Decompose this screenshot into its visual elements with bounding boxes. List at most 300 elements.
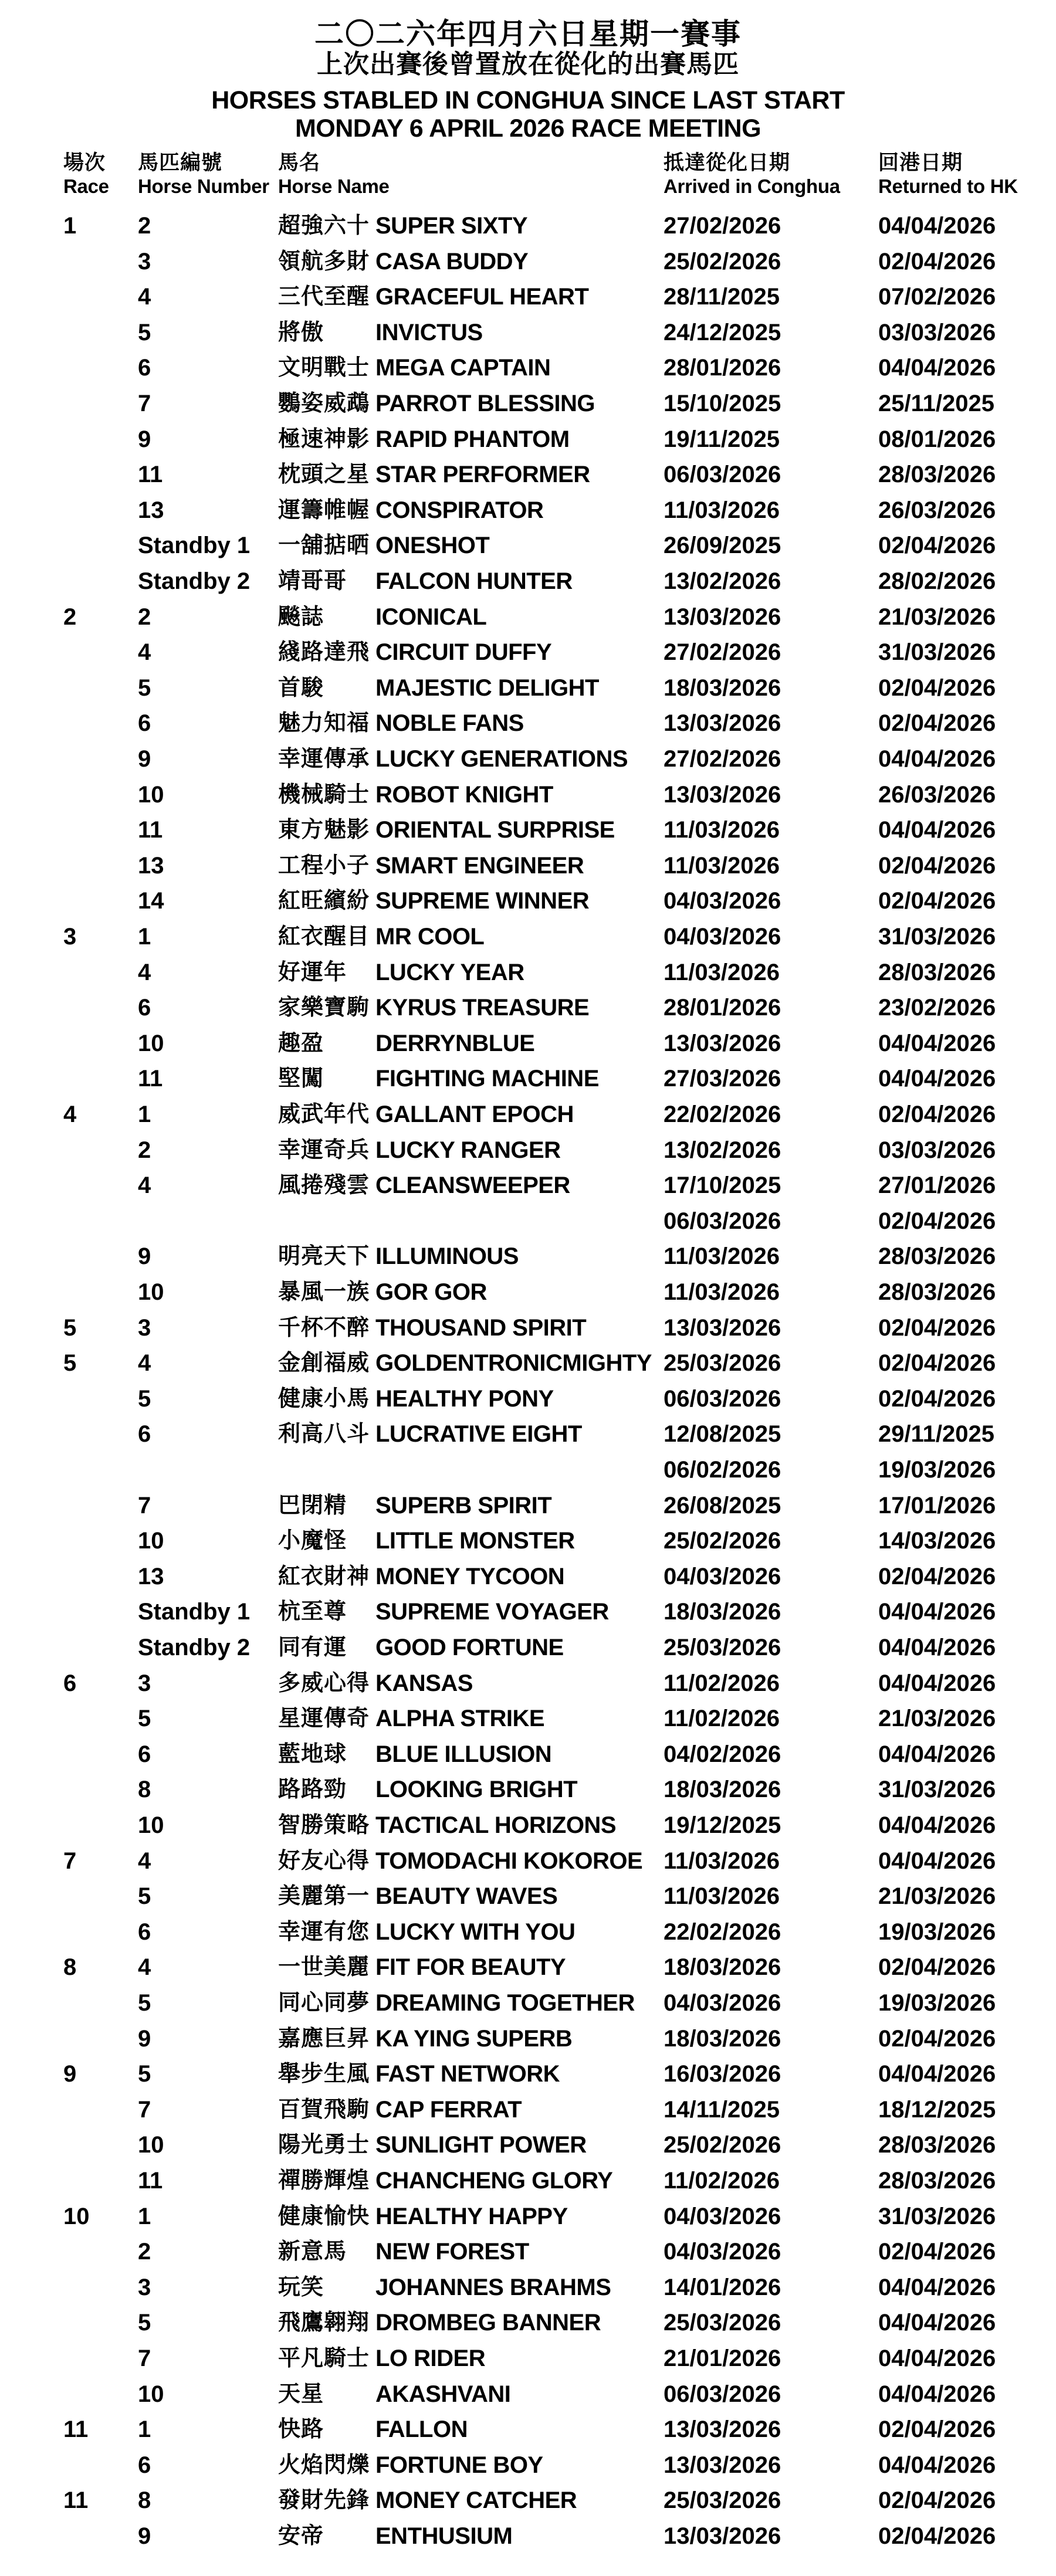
arrived-date-cell: 04/03/2026 [664,888,781,914]
arrived-date-cell: 25/03/2026 [664,2487,781,2514]
horse-number-cell: 3 [138,1314,151,1341]
horse-number-cell: 5 [138,674,151,701]
returned-date-cell: 04/04/2026 [878,2381,996,2407]
table-row [0,1594,1056,1630]
arrived-date-cell: 27/02/2026 [664,213,781,239]
arrived-date-cell: 11/02/2026 [664,1706,780,1732]
horse-name-chinese: 舉步生風 [278,2062,370,2087]
returned-date-cell: 28/02/2026 [878,568,996,594]
arrived-date-cell: 24/12/2025 [664,319,781,345]
horse-number-cell: 9 [138,2025,151,2052]
horse-name-chinese: 好友心得 [278,1848,370,1873]
table-row [0,635,1056,670]
arrived-date-cell: 04/02/2026 [664,1741,781,1767]
horse-name-english: NEW FOREST [375,2239,529,2265]
arrived-date-cell: 11/02/2026 [664,2168,780,2194]
horse-name-chinese: 幸運傳承 [278,747,370,771]
horse-name-chinese: 健康愉快 [278,2204,370,2229]
returned-date-cell: 04/04/2026 [878,2452,996,2478]
horse-name-english: SUNLIGHT POWER [375,2132,587,2158]
horse-number-cell: 7 [138,2096,151,2123]
horse-number-cell: 9 [138,746,151,772]
arrived-date-cell: 22/02/2026 [664,1919,781,1945]
arrived-date-cell: 25/03/2026 [664,1350,781,1377]
table-row [0,1808,1056,1843]
horse-number-cell: 11 [138,2168,163,2194]
table-row [0,564,1056,599]
horse-name-chinese: 暴風一族 [278,1280,370,1304]
returned-date-cell: 17/01/2026 [878,1492,996,1519]
horse-name-english: FAST NETWORK [375,2061,560,2087]
horse-name-chinese: 領航多財 [278,249,370,274]
horse-name-chinese: 極速神影 [278,426,370,452]
table-row [0,1416,1056,1452]
horse-number-cell: 2 [138,1137,151,1163]
returned-date-cell: 19/03/2026 [878,1990,996,2016]
horse-number-cell: 11 [138,462,163,488]
horse-name-english: CIRCUIT DUFFY [375,639,552,666]
horse-name-chinese: 星運傳奇 [278,1706,370,1731]
horse-name-english: FIT FOR BEAUTY [375,1954,566,1981]
horse-name-english: ENTHUSIUM [375,2523,513,2549]
table-row [0,1985,1056,2021]
horse-name-english: GOR GOR [375,1279,487,1305]
arrived-date-cell: 21/01/2026 [664,2345,781,2371]
horse-number-cell: 7 [138,1492,151,1519]
arrived-date-cell: 11/03/2026 [664,1848,780,1874]
table-row [0,1488,1056,1524]
returned-date-cell: 02/04/2026 [878,2523,996,2549]
returned-date-cell: 03/03/2026 [878,319,996,345]
horse-name-chinese: 紅衣財神 [278,1564,370,1589]
table-row [0,350,1056,386]
returned-date-cell: 28/03/2026 [878,1279,996,1305]
arrived-date-cell: 13/03/2026 [664,2452,781,2478]
horse-name-english: LITTLE MONSTER [375,1528,575,1554]
arrived-date-cell: 25/03/2026 [664,1635,781,1660]
race-number-cell: 11 [63,2487,89,2514]
column-header-returned-cn: 回港日期 [878,151,963,174]
table-row [0,955,1056,991]
returned-date-cell: 04/04/2026 [878,1670,996,1696]
returned-date-cell: 28/03/2026 [878,2168,996,2194]
horse-name-chinese: 新意馬 [278,2239,347,2265]
table-row [0,244,1056,280]
arrived-date-cell: 06/03/2026 [664,2381,781,2407]
horse-name-english: BEAUTY WAVES [375,1883,558,1910]
horse-name-chinese: 藍地球 [278,1741,347,1767]
returned-date-cell: 03/03/2026 [878,1137,996,1163]
horse-number-cell: Standby 2 [138,568,251,594]
returned-date-cell: 02/04/2026 [878,1385,996,1412]
table-row [0,1666,1056,1701]
table-row [0,493,1056,528]
arrived-date-cell: 13/03/2026 [664,2523,781,2549]
table-row [0,2448,1056,2483]
column-header-returned-en: Returned to HK [878,175,1018,197]
arrived-date-cell: 19/12/2025 [664,1812,781,1838]
arrived-date-cell: 19/11/2025 [664,426,780,452]
horse-name-chinese: 美麗第一 [278,1884,370,1909]
returned-date-cell: 02/04/2026 [878,1563,996,1589]
returned-date-cell: 04/04/2026 [878,2061,996,2087]
table-row [0,919,1056,955]
returned-date-cell: 21/03/2026 [878,1883,996,1910]
returned-date-cell: 23/02/2026 [878,995,996,1021]
table-row [0,315,1056,351]
horse-name-chinese: 風捲殘雲 [278,1173,370,1198]
table-row [0,2163,1056,2199]
column-header-horse-number-cn: 馬匹編號 [138,151,223,174]
arrived-date-cell: 06/03/2026 [664,1385,781,1412]
horse-name-chinese: 家樂寶駒 [278,995,370,1021]
horse-name-english: LUCKY RANGER [375,1137,561,1163]
race-number-cell: 4 [63,1101,77,1127]
returned-date-cell: 29/11/2025 [878,1421,994,1448]
arrived-date-cell: 18/03/2026 [664,1599,781,1625]
returned-date-cell: 02/04/2026 [878,710,996,737]
horse-name-english: LO RIDER [375,2345,486,2371]
horse-name-english: DROMBEG BANNER [375,2310,601,2336]
horse-number-cell: 9 [138,426,151,452]
returned-date-cell: 08/01/2026 [878,426,996,452]
race-number-cell: 9 [63,2061,77,2087]
table-row [0,1950,1056,1985]
table-row [0,777,1056,813]
table-row [0,1737,1056,1772]
horse-number-cell: 13 [138,852,164,879]
arrived-date-cell: 28/01/2026 [664,355,781,381]
table-row [0,2341,1056,2377]
column-header-horse-name-cn: 馬名 [278,151,321,174]
arrived-date-cell: 25/03/2026 [664,2310,781,2336]
horse-number-cell: 4 [138,1954,151,1981]
horse-number-cell: 11 [138,817,163,843]
horse-number-cell: 6 [138,2452,151,2478]
horse-name-english: FIGHTING MACHINE [375,1066,599,1092]
horse-name-chinese: 明亮天下 [278,1244,370,1269]
document-title-chinese-date: 二〇二六年四月六日星期一賽事 [314,18,742,50]
horse-name-english: LUCRATIVE EIGHT [375,1421,582,1448]
returned-date-cell: 31/03/2026 [878,2203,996,2229]
horse-name-english: ILLUMINOUS [375,1243,519,1270]
horse-name-chinese: 幸運有您 [278,1919,370,1944]
column-header-race-cn: 場次 [63,151,106,174]
table-row [0,1310,1056,1346]
horse-name-chinese: 鸚姿威鵡 [278,391,370,416]
horse-number-cell: Standby 1 [138,1599,251,1625]
arrived-date-cell: 11/03/2026 [664,497,780,523]
table-row [0,848,1056,884]
document-title-english: HORSES STABLED IN CONGHUA SINCE LAST START [211,86,845,114]
arrived-date-cell: 13/02/2026 [664,568,781,594]
race-number-cell: 11 [63,2416,89,2443]
arrived-date-cell: 13/03/2026 [664,781,781,808]
horse-name-chinese: 百賀飛駒 [278,2097,370,2122]
horse-number-cell: 4 [138,284,151,310]
horse-name-english: AKASHVANI [375,2381,511,2407]
arrived-date-cell: 27/02/2026 [664,639,781,666]
horse-name-chinese: 運籌帷幄 [278,497,370,523]
horse-number-cell: 1 [138,2416,151,2443]
horse-number-cell: 8 [138,2487,151,2514]
arrived-date-cell: 18/03/2026 [664,2025,781,2052]
horse-name-english: TACTICAL HORIZONS [375,1812,616,1838]
returned-date-cell: 28/03/2026 [878,959,996,985]
horse-name-english: FORTUNE BOY [375,2452,543,2478]
horse-name-english: FALCON HUNTER [375,568,573,594]
arrived-date-cell: 25/02/2026 [664,248,781,274]
horse-number-cell: 6 [138,710,151,737]
horse-name-english: TOMODACHI KOKOROE [375,1848,643,1874]
table-row [0,2305,1056,2341]
arrived-date-cell: 14/11/2025 [664,2096,780,2123]
arrived-date-cell: 04/03/2026 [664,2203,781,2229]
returned-date-cell: 28/03/2026 [878,2132,996,2158]
horse-name-english: FALLON [375,2416,468,2443]
horse-number-cell: 3 [138,248,151,274]
arrived-date-cell: 15/10/2025 [664,391,781,416]
arrived-date-cell: 18/03/2026 [664,1954,781,1981]
horse-number-cell: 13 [138,497,164,523]
returned-date-cell: 02/04/2026 [878,1954,996,1981]
horse-name-english: CONSPIRATOR [375,497,544,523]
horse-number-cell: Standby 1 [138,533,251,559]
column-header-horse-name-en: Horse Name [278,175,390,197]
horse-number-cell: 10 [138,2132,164,2158]
horse-number-cell: 5 [138,2310,151,2336]
horse-number-cell: 7 [138,391,151,416]
horse-number-cell: 2 [138,213,151,239]
table-row [0,2270,1056,2306]
returned-date-cell: 02/04/2026 [878,2416,996,2443]
horse-name-english: MR COOL [375,924,485,950]
arrived-date-cell: 27/03/2026 [664,1066,781,1092]
table-row [0,386,1056,422]
horse-name-english: ICONICAL [375,604,487,630]
arrived-date-cell: 11/03/2026 [664,817,780,843]
returned-date-cell: 31/03/2026 [878,924,996,950]
horse-number-cell: 1 [138,2203,151,2229]
horse-name-chinese: 堅闖 [278,1066,324,1092]
arrived-date-cell: 16/03/2026 [664,2061,781,2087]
arrived-date-cell: 18/03/2026 [664,674,781,701]
table-row [0,883,1056,919]
arrived-date-cell: 25/02/2026 [664,2132,781,2158]
horse-number-cell: 4 [138,1848,151,1874]
returned-date-cell: 04/04/2026 [878,1635,996,1660]
horse-name-chinese: 威武年代 [278,1102,370,1127]
horse-number-cell: 11 [138,1066,163,1092]
horse-name-english: ORIENTAL SURPRISE [375,817,615,843]
arrived-date-cell: 11/03/2026 [664,1279,780,1305]
table-row [0,1701,1056,1737]
returned-date-cell: 04/04/2026 [878,1599,996,1625]
returned-date-cell: 04/04/2026 [878,1066,996,1092]
arrived-date-cell: 04/03/2026 [664,2239,781,2265]
horse-name-chinese: 天星 [278,2381,324,2406]
returned-date-cell: 07/02/2026 [878,284,996,310]
arrived-date-cell: 11/03/2026 [664,852,780,879]
table-row [0,457,1056,493]
race-number-cell: 2 [63,604,77,630]
table-row [0,1772,1056,1808]
table-row [0,208,1056,244]
table-row [0,1239,1056,1275]
arrived-date-cell: 06/03/2026 [664,1208,781,1234]
horse-name-english: PARROT BLESSING [375,391,595,416]
horse-number-cell: 13 [138,1563,164,1589]
horse-name-english: KA YING SUPERB [375,2025,573,2052]
horse-name-chinese: 靖哥哥 [278,569,347,594]
horse-name-chinese: 一舖掂晒 [278,533,370,558]
returned-date-cell: 02/04/2026 [878,888,996,914]
horse-name-chinese: 工程小子 [278,853,370,878]
horse-name-chinese: 超強六十 [278,213,370,238]
race-number-cell: 5 [63,1314,77,1341]
horse-name-chinese: 快路 [278,2417,324,2442]
horse-name-chinese: 健康小馬 [278,1386,370,1411]
race-number-cell: 8 [63,1954,77,1981]
table-row [0,2092,1056,2128]
arrived-date-cell: 18/03/2026 [664,1777,781,1803]
horse-name-chinese: 同心同夢 [278,1991,370,2015]
race-number-cell: 10 [63,2203,90,2229]
table-row [0,670,1056,706]
horse-name-chinese: 多威心得 [278,1670,370,1696]
returned-date-cell: 19/03/2026 [878,1457,996,1483]
arrived-date-cell: 27/02/2026 [664,746,781,772]
returned-date-cell: 18/12/2025 [878,2096,996,2123]
horse-number-cell: 5 [138,1706,151,1732]
table-row [0,990,1056,1026]
horse-name-chinese: 文明戰士 [278,355,370,381]
arrived-date-cell: 14/01/2026 [664,2274,781,2300]
column-header-horse-number-en: Horse Number [138,175,269,197]
returned-date-cell: 26/03/2026 [878,497,996,523]
table-row [0,1204,1056,1239]
horse-name-english: SUPERB SPIRIT [375,1492,552,1519]
table-row [0,1630,1056,1666]
horse-name-english: GRACEFUL HEART [375,284,589,310]
arrived-date-cell: 04/03/2026 [664,1990,781,2016]
horse-name-english: THOUSAND SPIRIT [375,1314,587,1341]
horse-number-cell: 10 [138,2381,164,2407]
horse-name-english: ONESHOT [375,533,490,559]
horse-name-english: SUPREME WINNER [375,888,590,914]
arrived-date-cell: 06/03/2026 [664,462,781,488]
returned-date-cell: 26/03/2026 [878,781,996,808]
race-number-cell: 6 [63,1670,77,1696]
horse-number-cell: 1 [138,924,151,950]
arrived-date-cell: 22/02/2026 [664,1101,781,1127]
column-header-race-en: Race [63,175,109,197]
table-row [0,1133,1056,1168]
table-row [0,1275,1056,1310]
horse-number-cell: 7 [138,2345,151,2371]
returned-date-cell: 31/03/2026 [878,1777,996,1803]
horse-name-english: ALPHA STRIKE [375,1706,545,1732]
arrived-date-cell: 13/02/2026 [664,1137,781,1163]
horse-name-chinese: 三代至醒 [278,284,370,310]
horse-number-cell: 4 [138,639,151,666]
arrived-date-cell: 11/03/2026 [664,1243,780,1270]
horse-number-cell: 2 [138,604,151,630]
horse-name-chinese: 安帝 [278,2524,324,2548]
document-title-chinese-subtitle: 上次出賽後曾置放在從化的出賽馬匹 [317,50,739,79]
horse-name-english: SUPREME VOYAGER [375,1599,609,1625]
arrived-date-cell: 17/10/2025 [664,1172,781,1199]
horse-number-cell: 9 [138,1243,151,1270]
arrived-date-cell: 04/03/2026 [664,924,781,950]
horse-number-cell: 10 [138,1030,164,1056]
table-row [0,1843,1056,1879]
horse-name-english: JOHANNES BRAHMS [375,2274,611,2300]
column-header-arrived-en: Arrived in Conghua [664,175,840,197]
horse-name-english: SUPER SIXTY [375,213,528,239]
race-number-cell: 5 [63,1350,77,1377]
horse-number-cell: 14 [138,888,164,914]
horse-number-cell: 1 [138,1101,151,1127]
returned-date-cell: 02/04/2026 [878,1208,996,1234]
horse-number-cell: 2 [138,2239,151,2265]
horse-name-english: MONEY TYCOON [375,1563,565,1589]
horse-name-chinese: 智勝策略 [278,1813,370,1838]
horse-name-chinese: 禪勝輝煌 [278,2168,370,2193]
horse-number-cell: 6 [138,1741,151,1767]
horse-name-chinese: 利高八斗 [278,1422,370,1447]
table-row [0,1168,1056,1204]
horse-name-english: LUCKY YEAR [375,959,524,985]
table-row [0,2127,1056,2163]
horse-name-english: CASA BUDDY [375,248,529,274]
horse-name-english: CLEANSWEEPER [375,1172,570,1199]
horse-name-chinese: 發財先鋒 [278,2488,370,2513]
horse-name-english: LUCKY GENERATIONS [375,746,628,772]
horse-number-cell: 5 [138,1883,151,1910]
arrived-date-cell: 13/03/2026 [664,710,781,737]
horse-number-cell: 5 [138,319,151,345]
horse-name-chinese: 紅旺繽紛 [278,889,370,914]
table-row [0,2483,1056,2519]
arrived-date-cell: 13/03/2026 [664,1314,781,1341]
horse-name-english: RAPID PHANTOM [375,426,570,452]
table-row [0,812,1056,848]
race-number-cell: 7 [63,1848,77,1874]
horse-name-chinese: 趣盈 [278,1031,324,1056]
table-row [0,2199,1056,2235]
horse-name-chinese: 陽光勇士 [278,2133,370,2158]
horse-name-chinese: 飛鷹翱翔 [278,2310,370,2336]
arrived-date-cell: 06/02/2026 [664,1457,781,1483]
returned-date-cell: 21/03/2026 [878,1706,996,1732]
horse-number-cell: 6 [138,1421,151,1448]
returned-date-cell: 14/03/2026 [878,1528,996,1554]
table-row [0,2412,1056,2448]
horse-name-english: STAR PERFORMER [375,462,590,488]
horse-name-english: DREAMING TOGETHER [375,1990,635,2016]
returned-date-cell: 04/04/2026 [878,213,996,239]
table-row [0,1914,1056,1950]
horse-name-english: MONEY CATCHER [375,2487,577,2514]
returned-date-cell: 04/04/2026 [878,1848,996,1874]
horse-name-chinese: 好運年 [278,960,347,985]
horse-number-cell: 10 [138,1279,164,1305]
table-row [0,1523,1056,1559]
table-row [0,528,1056,564]
returned-date-cell: 19/03/2026 [878,1919,996,1945]
arrived-date-cell: 12/08/2025 [664,1421,781,1448]
